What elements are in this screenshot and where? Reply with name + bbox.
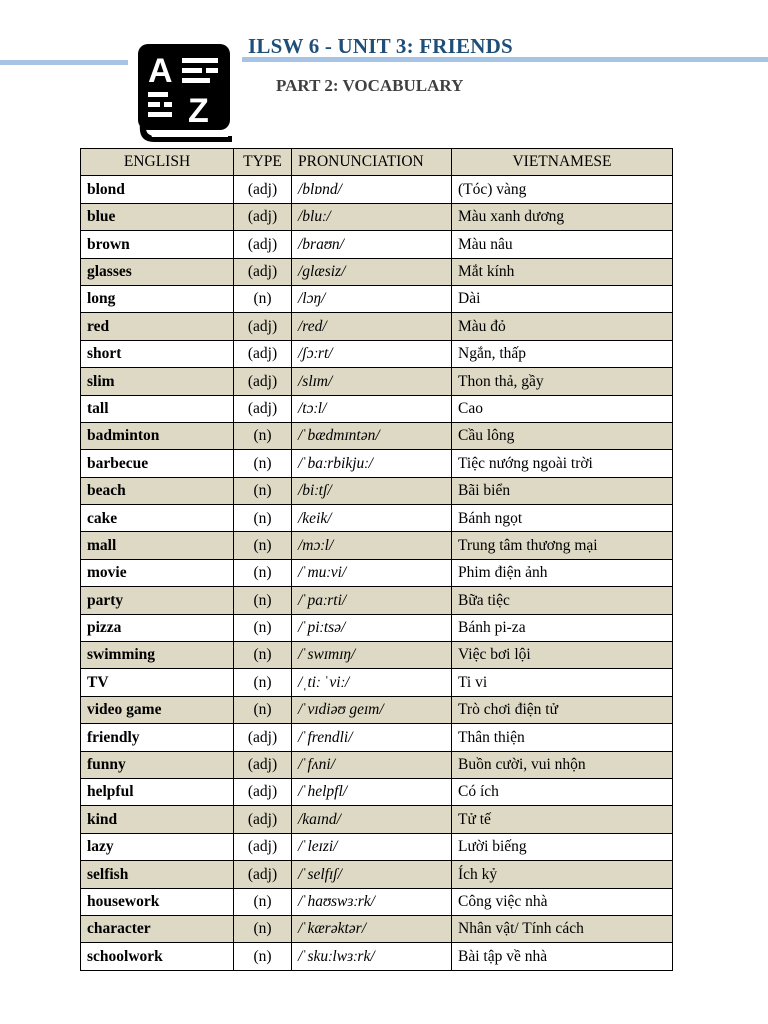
type-cell: (n) — [234, 696, 292, 723]
type-cell: (n) — [234, 915, 292, 942]
table-row — [81, 505, 673, 532]
vietnamese-cell: Thon thả, gầy — [452, 368, 673, 395]
pronunciation-cell: /ˈbædmɪntən/ — [292, 422, 452, 449]
vietnamese-cell: Thân thiện — [452, 724, 673, 751]
vietnamese-cell: Mắt kính — [452, 258, 673, 285]
pronunciation-cell: /slɪm/ — [292, 368, 452, 395]
table-row — [81, 395, 673, 422]
vocabulary-table — [80, 148, 673, 971]
table-row — [81, 696, 673, 723]
table-row — [81, 231, 673, 258]
word-cell: blond — [81, 176, 234, 203]
vietnamese-cell: Dài — [452, 285, 673, 312]
table-row — [81, 833, 673, 860]
table-row — [81, 778, 673, 805]
type-cell: (adj) — [234, 368, 292, 395]
pronunciation-cell: /ˈmuːvi/ — [292, 559, 452, 586]
word-cell: lazy — [81, 833, 234, 860]
vietnamese-cell: Trung tâm thương mại — [452, 532, 673, 559]
table-row — [81, 915, 673, 942]
pronunciation-cell: /ˈswɪmɪŋ/ — [292, 642, 452, 669]
column-header-vietnamese: VIETNAMESE — [452, 149, 673, 176]
table-row — [81, 724, 673, 751]
vietnamese-cell: Ích kỷ — [452, 861, 673, 888]
type-cell: (adj) — [234, 724, 292, 751]
table-row — [81, 422, 673, 449]
type-cell: (adj) — [234, 340, 292, 367]
type-cell: (adj) — [234, 778, 292, 805]
column-header-pronunciation: PRONUNCIATION — [292, 149, 452, 176]
pronunciation-cell: /lɔŋ/ — [292, 285, 452, 312]
table-row — [81, 176, 673, 203]
table-row — [81, 861, 673, 888]
word-cell: short — [81, 340, 234, 367]
word-cell: party — [81, 587, 234, 614]
type-cell: (adj) — [234, 231, 292, 258]
type-cell: (adj) — [234, 313, 292, 340]
vietnamese-cell: Công việc nhà — [452, 888, 673, 915]
table-row — [81, 642, 673, 669]
pronunciation-cell: /ˈbaːrbikjuː/ — [292, 450, 452, 477]
pronunciation-cell: /ʃɔːrt/ — [292, 340, 452, 367]
table-row — [81, 340, 673, 367]
word-cell: friendly — [81, 724, 234, 751]
pronunciation-cell: /ˈpaːrti/ — [292, 587, 452, 614]
type-cell: (adj) — [234, 176, 292, 203]
vietnamese-cell: Buồn cười, vui nhộn — [452, 751, 673, 778]
table-row — [81, 943, 673, 970]
header-rule-left — [0, 60, 128, 65]
pronunciation-cell: /ˈskuːlwɜːrk/ — [292, 943, 452, 970]
type-cell: (adj) — [234, 258, 292, 285]
table-row — [81, 313, 673, 340]
type-cell: (adj) — [234, 861, 292, 888]
pronunciation-cell: /ˈpiːtsə/ — [292, 614, 452, 641]
type-cell: (adj) — [234, 833, 292, 860]
word-cell: pizza — [81, 614, 234, 641]
type-cell: (n) — [234, 614, 292, 641]
word-cell: schoolwork — [81, 943, 234, 970]
svg-text:A: A — [148, 52, 173, 90]
table-row — [81, 888, 673, 915]
type-cell: (adj) — [234, 751, 292, 778]
pronunciation-cell: /blɒnd/ — [292, 176, 452, 203]
pronunciation-cell: /mɔːl/ — [292, 532, 452, 559]
type-cell: (n) — [234, 559, 292, 586]
vietnamese-cell: Việc bơi lội — [452, 642, 673, 669]
vietnamese-cell: Cao — [452, 395, 673, 422]
vietnamese-cell: Cầu lông — [452, 422, 673, 449]
type-cell: (n) — [234, 943, 292, 970]
word-cell: movie — [81, 559, 234, 586]
vietnamese-cell: Bánh pi-za — [452, 614, 673, 641]
vietnamese-cell: Màu xanh dương — [452, 203, 673, 230]
vietnamese-cell: Màu đỏ — [452, 313, 673, 340]
pronunciation-cell: /ˈvɪdiəʊ geɪm/ — [292, 696, 452, 723]
vietnamese-cell: (Tóc) vàng — [452, 176, 673, 203]
table-row — [81, 669, 673, 696]
word-cell: beach — [81, 477, 234, 504]
word-cell: housework — [81, 888, 234, 915]
vietnamese-cell: Ngắn, thấp — [452, 340, 673, 367]
vietnamese-cell: Tiệc nướng ngoài trời — [452, 450, 673, 477]
type-cell: (adj) — [234, 203, 292, 230]
pronunciation-cell: /tɔːl/ — [292, 395, 452, 422]
word-cell: red — [81, 313, 234, 340]
type-cell: (adj) — [234, 806, 292, 833]
table-row — [81, 203, 673, 230]
vietnamese-cell: Trò chơi điện tử — [452, 696, 673, 723]
vietnamese-cell: Nhân vật/ Tính cách — [452, 915, 673, 942]
type-cell: (n) — [234, 587, 292, 614]
type-cell: (n) — [234, 477, 292, 504]
type-cell: (n) — [234, 532, 292, 559]
vietnamese-cell: Bãi biển — [452, 477, 673, 504]
type-cell: (n) — [234, 422, 292, 449]
vietnamese-cell: Màu nâu — [452, 231, 673, 258]
table-row — [81, 285, 673, 312]
vietnamese-cell: Tử tế — [452, 806, 673, 833]
type-cell: (n) — [234, 669, 292, 696]
table-row — [81, 614, 673, 641]
page-subtitle: PART 2: VOCABULARY — [276, 76, 464, 95]
pronunciation-cell: /ˈleɪzi/ — [292, 833, 452, 860]
word-cell: long — [81, 285, 234, 312]
pronunciation-cell: /keik/ — [292, 505, 452, 532]
table-row — [81, 806, 673, 833]
word-cell: barbecue — [81, 450, 234, 477]
word-cell: TV — [81, 669, 234, 696]
table-row — [81, 532, 673, 559]
pronunciation-cell: /ˈfrendli/ — [292, 724, 452, 751]
pronunciation-cell: /ˈselfɪʃ/ — [292, 861, 452, 888]
pronunciation-cell: /glæsiz/ — [292, 258, 452, 285]
word-cell: slim — [81, 368, 234, 395]
vietnamese-cell: Ti vi — [452, 669, 673, 696]
type-cell: (n) — [234, 505, 292, 532]
table-row — [81, 258, 673, 285]
svg-text:Z: Z — [188, 92, 209, 130]
word-cell: brown — [81, 231, 234, 258]
column-header-english: ENGLISH — [81, 149, 234, 176]
type-cell: (n) — [234, 285, 292, 312]
word-cell: mall — [81, 532, 234, 559]
word-cell: swimming — [81, 642, 234, 669]
vietnamese-cell: Bữa tiệc — [452, 587, 673, 614]
table-row — [81, 368, 673, 395]
type-cell: (n) — [234, 450, 292, 477]
pronunciation-cell: /ˈhaʊswɜːrk/ — [292, 888, 452, 915]
column-header-type: TYPE — [234, 149, 292, 176]
word-cell: helpful — [81, 778, 234, 805]
a-z-dictionary-book-icon — [136, 42, 236, 146]
page-title: ILSW 6 - UNIT 3: FRIENDS — [248, 34, 513, 58]
pronunciation-cell: /kaɪnd/ — [292, 806, 452, 833]
pronunciation-cell: /bluː/ — [292, 203, 452, 230]
table-row — [81, 559, 673, 586]
word-cell: funny — [81, 751, 234, 778]
vietnamese-cell: Phim điện ảnh — [452, 559, 673, 586]
word-cell: blue — [81, 203, 234, 230]
pronunciation-cell: /ˈfʌni/ — [292, 751, 452, 778]
word-cell: cake — [81, 505, 234, 532]
table-row — [81, 587, 673, 614]
word-cell: glasses — [81, 258, 234, 285]
pronunciation-cell: /red/ — [292, 313, 452, 340]
pronunciation-cell: /ˈkærəktər/ — [292, 915, 452, 942]
vietnamese-cell: Có ích — [452, 778, 673, 805]
pronunciation-cell: /braʊn/ — [292, 231, 452, 258]
vocabulary-table-body — [81, 176, 673, 970]
table-row — [81, 751, 673, 778]
word-cell: character — [81, 915, 234, 942]
pronunciation-cell: /ˌtiː ˈviː/ — [292, 669, 452, 696]
pronunciation-cell: /ˈhelpfl/ — [292, 778, 452, 805]
type-cell: (n) — [234, 642, 292, 669]
pronunciation-cell: /biːtʃ/ — [292, 477, 452, 504]
word-cell: tall — [81, 395, 234, 422]
vietnamese-cell: Lười biếng — [452, 833, 673, 860]
vietnamese-cell: Bánh ngọt — [452, 505, 673, 532]
type-cell: (adj) — [234, 395, 292, 422]
word-cell: selfish — [81, 861, 234, 888]
type-cell: (n) — [234, 888, 292, 915]
table-header-row — [81, 149, 673, 176]
word-cell: badminton — [81, 422, 234, 449]
word-cell: video game — [81, 696, 234, 723]
vietnamese-cell: Bài tập về nhà — [452, 943, 673, 970]
table-row — [81, 477, 673, 504]
table-row — [81, 450, 673, 477]
word-cell: kind — [81, 806, 234, 833]
